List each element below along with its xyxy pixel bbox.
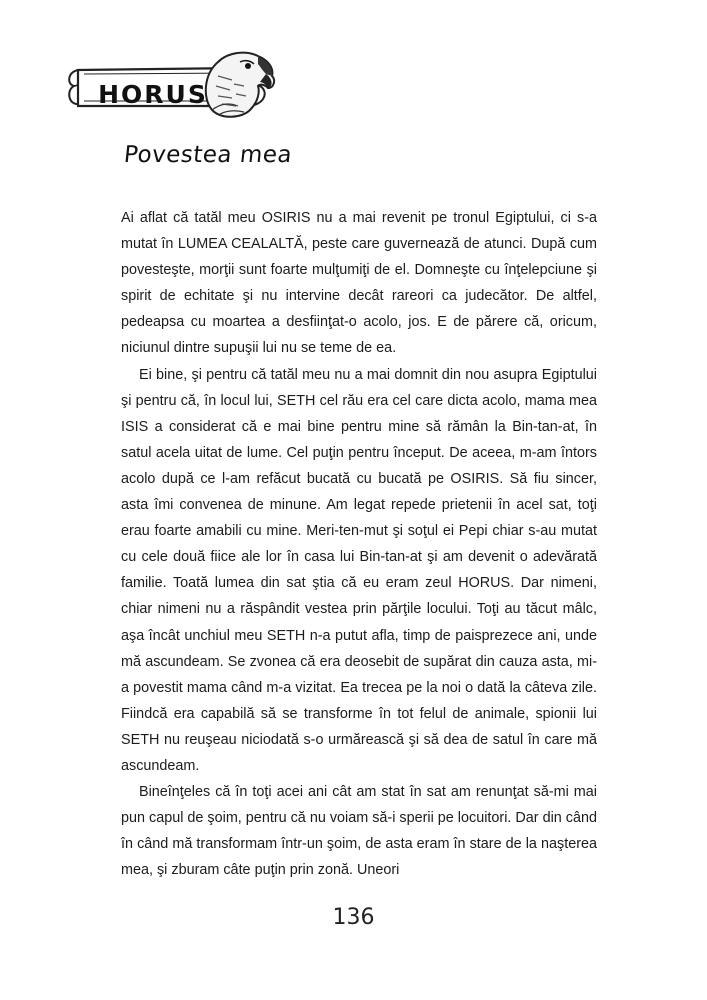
- chapter-title: Povestea mea: [122, 142, 294, 168]
- paragraph: Ei bine, şi pentru că tatăl meu nu a mai domnit din nou asupra Egiptului şi pentru că, în locul lui, SETH cel rău era cel care dicta acolo, mama mea ISIS a considerat că e mai bine pentru mine să rămân la Bin-tan-at, în satul acela uitat de lume. Cel puţin pentru început. De aceea, m-am întors acolo după ce l-am refăcut bucată cu bucată pe OSIRIS. Să fiu sincer, asta îmi convenea de minune. Am legat repede prietenii în acel sat, toţi erau foarte amabili cu mine. Meri-ten-mut şi soţul ei Pepi chiar s-au mutat cu cele două fiice ale lor în casa lui Bin-tan-at şi am devenit o adevărată familie. Toată lumea din sat ştia că eu eram zeul HORUS. Dar nimeni, chiar nimeni nu a răspândit vestea prin părţile locului. Toţi au tăcut mâlc, aşa încât unchiul meu SETH n-a putut afla, timp de paisprezece ani, unde mă ascundeam. Se zvonea că era deosebit de supărat din cauza asta, mi-a povestit mama când m-a vizitat. Ea trecea pe la noi o dată la câteva zile. Fiindcă era capabilă să se transforme în tot felul de animale, spionii lui SETH nu reuşeau niciodată s-o urmărească şi să dea de satul în care mă ascundeam.: [121, 366, 597, 774]
- page-number: 136: [332, 905, 375, 930]
- chapter-banner: [62, 40, 290, 132]
- body-text: [121, 205, 597, 883]
- paragraph: Ai aflat că tatăl meu OSIRIS nu a mai revenit pe tronul Egiptului, ci s-a mutat în LUMEA CEALALTĂ, peste care guvernează de atunci. După cum povesteşte, morţii sunt foarte mulţumiţi de el. Domneşte cu înţelepciune şi spirit de echitate şi nu intervine decât rareori ca judecător. De altfel, pedeapsa cu moartea a desfiinţat-o acolo, jos. E de părere că, oricum, niciunul dintre supuşii lui nu se teme de ea.: [121, 210, 597, 357]
- banner-title: HORUS: [98, 80, 208, 109]
- paragraph: Bineînţeles că în toţi acei ani cât am stat în sat am renunţat să-mi mai pun capul de şoim, pentru că nu voiam să-i sperii pe locuitori. Dar din când în când mă transformam într-un şoim, de asta eram în stare de la naşterea mea, şi zburam câte puţin prin zonă. Uneori: [121, 784, 597, 879]
